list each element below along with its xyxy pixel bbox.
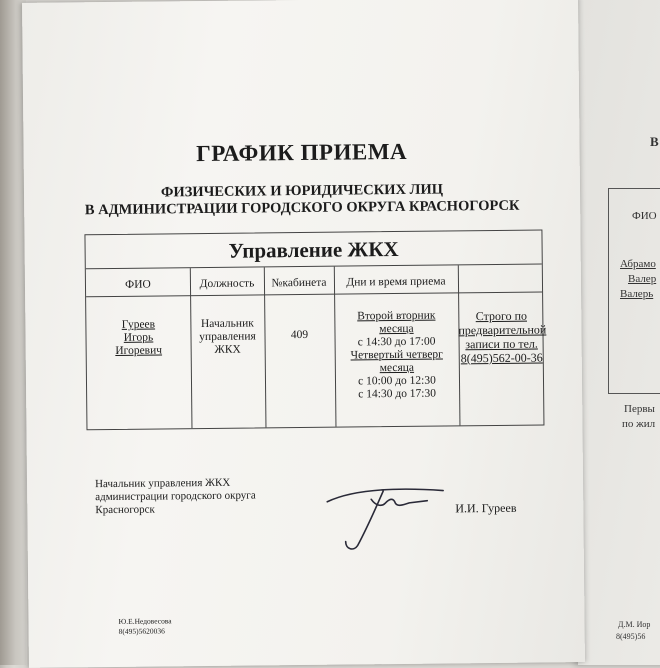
room-cell: 409 (290, 328, 309, 342)
adjacent-name-1: Абрамо (620, 258, 656, 270)
signatory-role: Начальник управления ЖКХ администрации городского округа Красногорск (94, 476, 256, 517)
adjacent-title-fragment: В (650, 134, 659, 149)
adjacent-para-2: по жил (622, 418, 656, 430)
appointment-note-cell: Строго по предварительной записи по тел. 8(495)562-00-36 (458, 308, 547, 366)
adjacent-para-1: Первы (624, 403, 655, 415)
name-cell: Гуреев Игорь Игоревич (115, 318, 163, 357)
adjacent-name-2: Валер (628, 273, 657, 285)
adjacent-name-3: Валерь (620, 288, 654, 300)
handwritten-signature (323, 478, 464, 559)
header-schedule: Дни и время приема (346, 275, 446, 289)
subtitle-line-2: В АДМИНИСТРАЦИИ ГОРОДСКОГО ОКРУГА КРАСНОГОРСК (84, 197, 520, 219)
schedule-table (84, 229, 547, 430)
executor-info: Ю.Е.Недовесова 8(495)5620036 (118, 616, 172, 636)
subtitle-line-1: ФИЗИЧЕСКИХ И ЮРИДИЧЕСКИХ ЛИЦ (160, 181, 444, 201)
header-fio: ФИО (125, 278, 151, 291)
page-title: ГРАФИК ПРИЕМА (195, 138, 408, 167)
header-room: №кабинета (271, 276, 327, 290)
department-header: Управление ЖКХ (85, 230, 541, 269)
header-position: Должность (199, 277, 255, 291)
adjacent-phone: 8(495)56 (616, 632, 646, 641)
notice-sheet (22, 0, 585, 668)
position-cell: Начальник управления ЖКХ (199, 317, 256, 356)
schedule-cell: Второй вторник месяца с 14:30 до 17:00 Четвертый четверг месяца с 10:00 до 12:30 с 14:30 до 17:30 (350, 309, 443, 401)
signer-name: И.И. Гуреев (455, 500, 517, 516)
adjacent-executor: Д.М. Иор (618, 620, 651, 629)
adjacent-fio-header: ФИО (632, 210, 657, 222)
